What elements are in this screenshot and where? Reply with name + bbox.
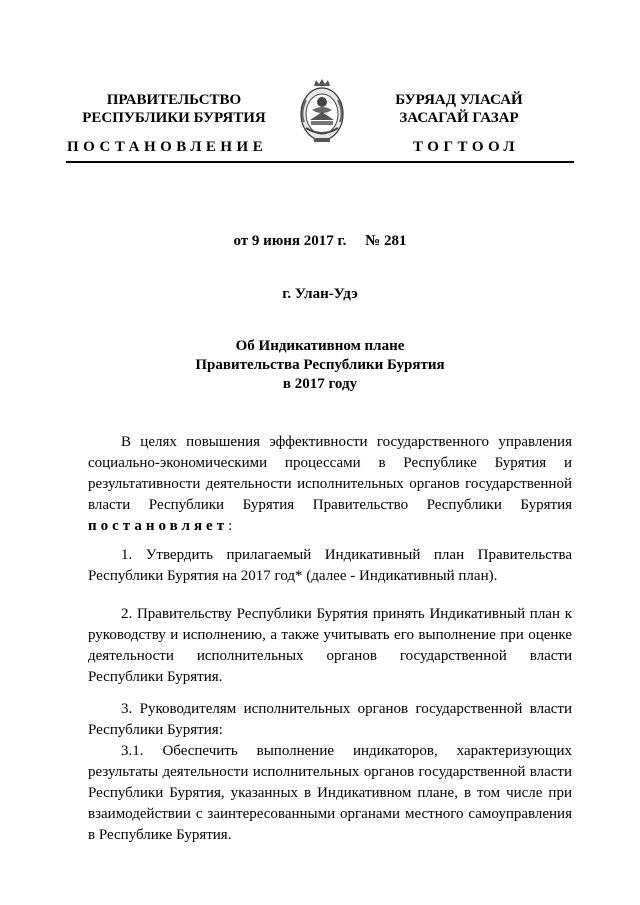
preamble (88, 432, 572, 537)
item-1-text: 1. Утвердить прилагаемый Индикативный план Правительства Республики Бурятия на 2017 год* (далее - Индикативный план). (88, 547, 572, 584)
title-line3: в 2017 году (282, 376, 358, 392)
header-left-line2: РЕСПУБЛИКИ БУРЯТИЯ (82, 110, 266, 126)
header-right-line1: БУРЯАД УЛАСАЙ (395, 92, 523, 108)
item-1 (88, 545, 572, 587)
doctype-left: ПОСТАНОВЛЕНИЕ (67, 139, 268, 155)
header-right-line2: ЗАСАГАЙ ГАЗАР (399, 110, 519, 126)
header-left-line1: ПРАВИТЕЛЬСТВО (106, 92, 242, 108)
preamble-colon: : (228, 518, 233, 534)
item-2-text: 2. Правительству Республики Бурятия принять Индикативный план к руководству и исполнению, а также учитывать его выполнение при оценке деятельности исполнительных органов государственной власти Республики Бурятия. (88, 606, 572, 685)
preamble-text: В целях повышения эффективности государственного управления социально-экономическими процессами в Республике Бурятия и результативности деятельности исполнительных органов государственной власти Республики Бурятия Правительство Республики Бурятия (88, 434, 572, 513)
doctype-right: ТОГТООЛ (413, 139, 520, 155)
header-right (366, 91, 552, 127)
item-3 (88, 699, 572, 846)
document-title (0, 337, 640, 394)
date-number: от 9 июня 2017 г. № 281 (233, 233, 407, 249)
title-line1: Об Индикативном плане (235, 338, 405, 354)
title-line2: Правительства Республики Бурятия (195, 357, 445, 373)
header-left (60, 91, 288, 127)
item-2 (88, 604, 572, 688)
item-3-1-text: 3.1. Обеспечить выполнение индикаторов, характеризующих результаты деятельности исполнительных органов государственной власти Республики Бурятия, указанных в Индикативном плане, в том числе при взаимодействии с заинтересованными органами местного самоуправления в Республике Бурятия. (88, 743, 572, 843)
coat-of-arms-emblem (296, 78, 348, 146)
item-3-text: 3. Руководителям исполнительных органов государственной власти Республики Бурятия: (88, 701, 572, 738)
emblem-icon (296, 78, 348, 146)
header-divider (66, 161, 574, 163)
city: г. Улан-Удэ (282, 286, 358, 302)
preamble-action: постановляет (88, 518, 229, 534)
